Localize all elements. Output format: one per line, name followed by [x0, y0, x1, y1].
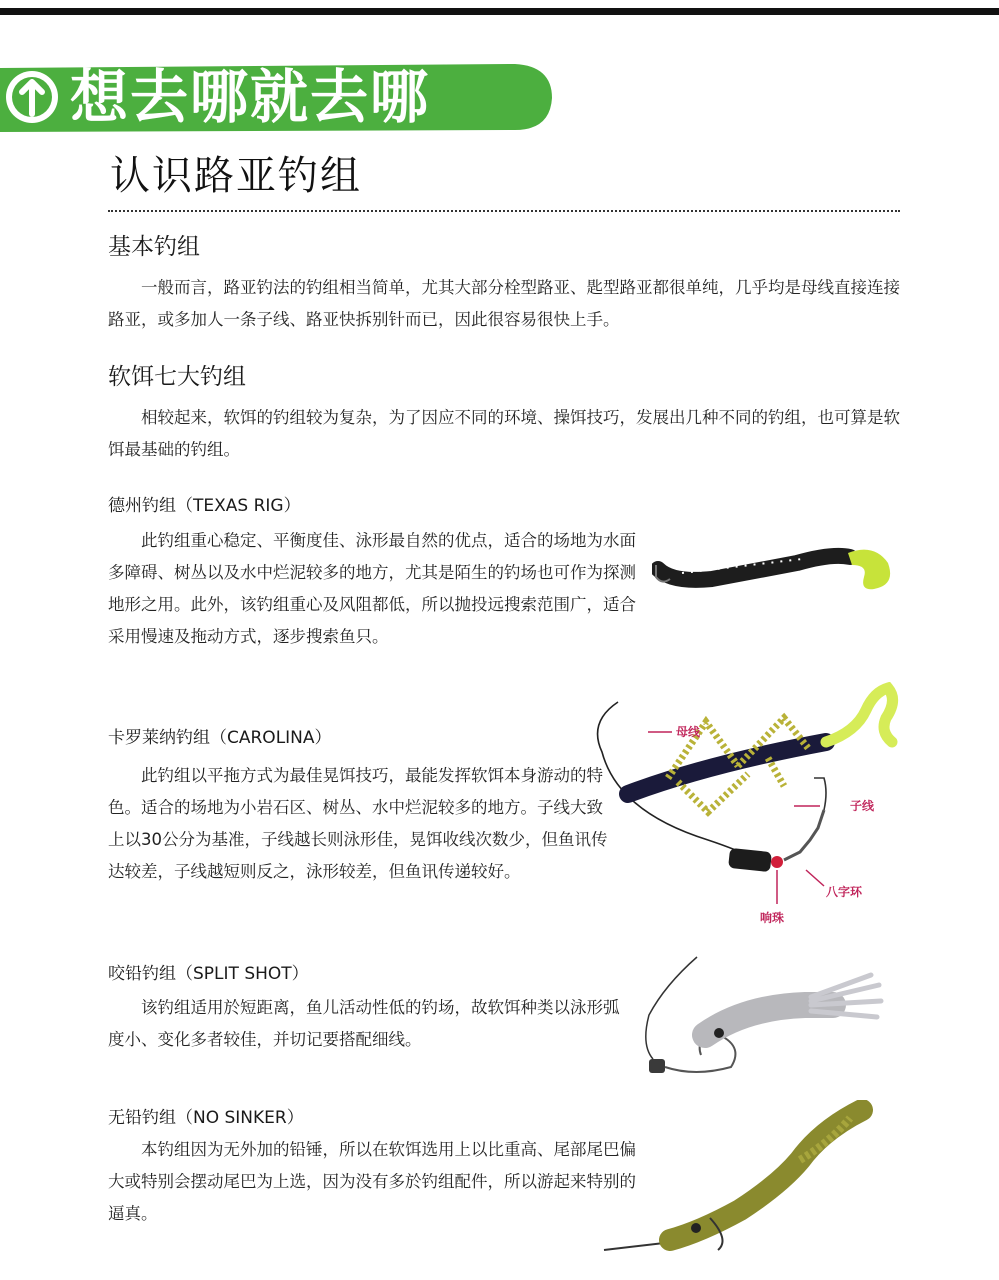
section-heading-soft: 软饵七大钓组: [108, 364, 246, 390]
rig-paragraph-carolina: 此钓组以平拖方式为最佳晃饵技巧，最能发挥软饵本身游动的特色。适合的场地为小岩石区、树丛、水中烂泥较多的地方。子线大致上以30公分为基准，子线越长则泳形佳，晃饵收线次数少，但鱼讯传达较差，子线越短则反之，泳形较差，但鱼讯传递较好。: [108, 766, 608, 881]
label-main-line: 母线: [676, 725, 701, 739]
section-paragraph-basic: 一般而言，路亚钓法的钓组相当简单，尤其大部分栓型路亚、匙型路亚都很单纯，几乎均是母线直接连接路亚，或多加人一条子线、路亚快拆别针而已，因此很容易很快上手。: [108, 278, 900, 329]
no-sinker-image: [600, 1100, 880, 1260]
page-title: 认识路亚钓组: [110, 153, 362, 199]
section-paragraph-soft: 相较起来，软饵的钓组较为复杂，为了因应不同的环境、操饵技巧，发展出几种不同的钓组，也可算是软饵最基础的钓组。: [108, 408, 900, 459]
label-swivel: 八字环: [826, 885, 863, 899]
rig-paragraph-split-shot: 该钓组适用於短距离，鱼儿活动性低的钓场，故软饵种类以泳形弧度小、变化多者较佳，并切记要搭配细线。: [108, 998, 620, 1049]
banner-text: 想去哪就去哪: [70, 63, 431, 131]
texas-rig-image: [652, 525, 902, 605]
label-leader: 子线: [850, 799, 875, 813]
rig-paragraph-no-sinker: 本钓组因为无外加的铅锤，所以在软饵选用上以比重高、尾部尾巴偏大或特别会摆动尾巴为上选，因为没有多於钓组配件，所以游起来特别的逼真。: [108, 1140, 636, 1223]
label-bead: 响珠: [760, 911, 785, 925]
rig-title-carolina: 卡罗莱纳钓组（CAROLINA）: [108, 728, 332, 748]
section-heading-basic: 基本钓组: [108, 234, 200, 260]
rig-title-split-shot: 咬铅钓组（SPLIT SHOT）: [108, 964, 309, 984]
split-shot-image: [635, 955, 885, 1095]
top-rule: [0, 8, 999, 15]
title-divider: [108, 210, 900, 212]
rig-paragraph-texas: 此钓组重心稳定、平衡度佳、泳形最自然的优点，适合的场地为水面多障碍、树丛以及水中烂泥较多的地方，尤其是陌生的钓场也可作为探测地形之用。此外，该钓组重心及风阻都低，所以抛投远搜索范围广，适合采用慢速及拖动方式，逐步搜索鱼只。: [108, 531, 636, 646]
carolina-rig-image: [588, 682, 903, 932]
arrow-up-circle-icon: [6, 71, 58, 123]
rig-title-texas: 德州钓组（TEXAS RIG）: [108, 496, 301, 516]
rig-title-no-sinker: 无铅钓组（NO SINKER）: [108, 1108, 304, 1128]
